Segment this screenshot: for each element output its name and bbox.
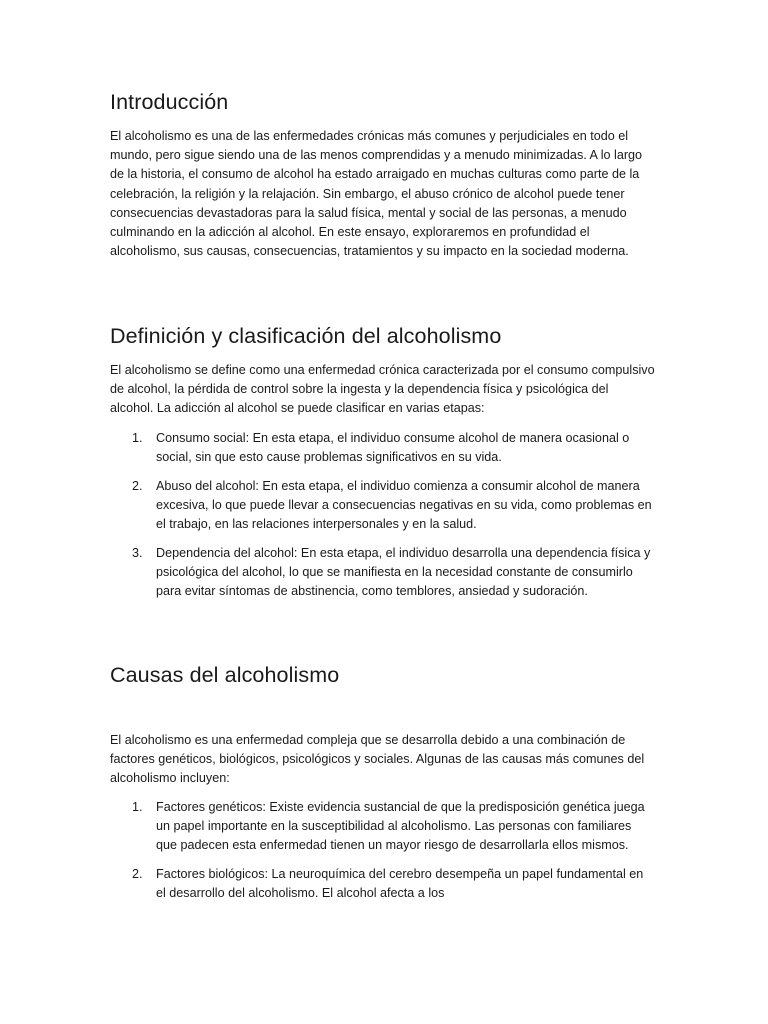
list-item-number: 1. bbox=[132, 800, 143, 814]
paragraph-causas: El alcoholismo es una enfermedad compleja que se desarrolla debido a una combinación de factores genéticos, biológicos, psicológicos y sociales. Algunas de las causas más comunes del alcoholismo incluyen: bbox=[110, 733, 645, 786]
list-item bbox=[110, 798, 655, 856]
list-item-text: Dependencia del alcohol: En esta etapa, el individuo desarrolla una dependencia física y psicológica del alcohol, lo que se manifiesta en la necesidad constante de consumirlo para evitar síntomas de abstinencia, como temblores, ansiedad y sudoración. bbox=[156, 546, 651, 599]
list-etapas bbox=[110, 429, 655, 611]
list-item bbox=[110, 544, 655, 602]
list-item bbox=[110, 477, 655, 535]
list-item-number: 1. bbox=[132, 431, 143, 445]
heading-definicion: Definición y clasificación del alcoholismo bbox=[110, 324, 502, 348]
paragraph-definicion: El alcoholismo se define como una enfermedad crónica caracterizada por el consumo compulsivo de alcohol, la pérdida de control sobre la ingesta y la dependencia física y psicológica del alcohol. La adicción al alcohol se puede clasificar en varias etapas: bbox=[110, 363, 655, 416]
paragraph-introduccion: El alcoholismo es una de las enfermedades crónicas más comunes y perjudiciales en todo el mundo, pero sigue siendo una de las menos comprendidas y a menudo minimizadas. A lo largo de la historia, el consumo de alcohol ha estado arraigado en muchas culturas como parte de la celebración, la religión y la relajación. Sin embargo, el abuso crónico de alcohol puede tener consecuencias devastadoras para la salud física, mental y social de las personas, a menudo culminando en la adicción al alcohol. En este ensayo, exploraremos en profundidad el alcoholismo, sus causas, consecuencias, tratamientos y su impacto en la sociedad moderna. bbox=[110, 129, 643, 259]
list-item-number: 3. bbox=[132, 546, 143, 561]
list-item-number: 2. bbox=[132, 478, 143, 493]
list-causas bbox=[110, 798, 655, 913]
heading-introduccion: Introducción bbox=[110, 90, 229, 114]
list-item-number: 2. bbox=[132, 867, 143, 882]
list-item bbox=[110, 865, 655, 903]
list-item-text: Abuso del alcohol: En esta etapa, el individuo comienza a consumir alcohol de manera excesiva, lo que puede llevar a consecuencias negativas en su vida, como problemas en el trabajo, en las relaciones interpersonales y en la salud. bbox=[156, 478, 652, 532]
heading-causas: Causas del alcoholismo bbox=[110, 663, 340, 687]
list-item-text: Factores genéticos: Existe evidencia sustancial de que la predisposición genética juega un papel importante en la susceptibilidad al alcoholismo. Las personas con familiares que padecen esta enfermedad tienen un mayor riesgo de desarrollarla ellos mismos. bbox=[156, 800, 645, 853]
list-item-text: Consumo social: En esta etapa, el individuo consume alcohol de manera ocasional o social, sin que esto cause problemas significativos en su vida. bbox=[156, 431, 630, 465]
list-item bbox=[110, 429, 655, 467]
list-item-text: Factores biológicos: La neuroquímica del cerebro desempeña un papel fundamental en el desarrollo del alcoholismo. El alcohol afecta a los bbox=[156, 867, 644, 901]
